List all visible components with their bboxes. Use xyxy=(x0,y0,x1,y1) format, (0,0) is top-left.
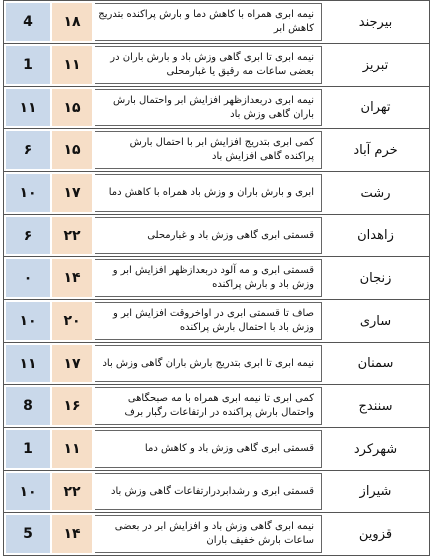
table-row xyxy=(4,256,429,299)
city-name: شیراز xyxy=(324,473,427,510)
min-temp-cell: ۶ xyxy=(6,131,50,169)
table-row xyxy=(4,470,429,512)
city-name: بیرجند xyxy=(324,3,427,41)
max-temp-cell: ۲۲ xyxy=(52,473,92,510)
weather-forecast-table xyxy=(3,0,430,556)
max-temp-cell: ۱۶ xyxy=(52,387,92,425)
max-temp-cell: ۱۷ xyxy=(52,174,92,212)
table-row xyxy=(4,43,429,86)
city-name: قزوین xyxy=(324,515,427,553)
max-temp-cell: ۲۲ xyxy=(52,217,92,254)
forecast-description: کمی ابری بتدریج افزایش ابر با احتمال بارش پراکنده گاهی افزایش باد xyxy=(95,131,322,169)
table-row xyxy=(4,86,429,128)
city-name: شهرکرد xyxy=(324,430,427,468)
max-temp-cell: ۱۱ xyxy=(52,430,92,468)
max-temp-cell: ۲۰ xyxy=(52,302,92,340)
city-name: زنجان xyxy=(324,259,427,297)
min-temp-cell: ۱۱ xyxy=(6,89,50,126)
table-row xyxy=(4,171,429,214)
forecast-description: صاف تا قسمتی ابری در اواخروقت افزایش ابر و وزش باد با احتمال بارش پراکنده xyxy=(95,302,322,340)
city-name: رشت xyxy=(324,174,427,212)
city-name: ساری xyxy=(324,302,427,340)
forecast-description: قسمتی ابری و مه آلود دربعدازظهر افزایش ابر و وزش باد و بارش پراکنده xyxy=(95,259,322,297)
forecast-description: نیمه ابری گاهی وزش باد و افزایش ابر در بعضی ساعات بارش خفیف باران xyxy=(95,515,322,553)
max-temp-cell: ۱۵ xyxy=(52,89,92,126)
min-temp-cell: ۱۰ xyxy=(6,302,50,340)
table-row xyxy=(4,0,429,43)
max-temp-cell: ۱۷ xyxy=(52,345,92,382)
max-temp-cell: ۱۴ xyxy=(52,515,92,553)
forecast-description: نیمه ابری همراه با کاهش دما و بارش پراکنده بتدریج کاهش ابر xyxy=(95,3,322,41)
table-row xyxy=(4,384,429,427)
forecast-description: نیمه ابری تا ابری گاهی وزش باد و بارش باران در بعضی ساعات مه رقیق یا غبارمحلی xyxy=(95,46,322,84)
city-name: سمنان xyxy=(324,345,427,382)
min-temp-cell: 1 xyxy=(6,46,50,84)
city-name: سنندج xyxy=(324,387,427,425)
table-row xyxy=(4,342,429,384)
min-temp-cell: ۱۱ xyxy=(6,345,50,382)
max-temp-cell: ۱۴ xyxy=(52,259,92,297)
forecast-description: نیمه ابری دربعدازظهر افزایش ابر واحتمال بارش باران گاهی وزش باد xyxy=(95,89,322,126)
city-name: خرم آباد xyxy=(324,131,427,169)
forecast-description: نیمه ابری تا ابری بتدریج بارش باران گاهی وزش باد xyxy=(95,345,322,382)
min-temp-cell: ۱۰ xyxy=(6,473,50,510)
forecast-description: کمی ابری تا نیمه ابری همراه با مه صبحگاهی واحتمال بارش پراکنده در ارتفاعات رگبار برف xyxy=(95,387,322,425)
city-name: زاهدان xyxy=(324,217,427,254)
min-temp-cell: 4 xyxy=(6,3,50,41)
forecast-description: قسمتی ابری گاهی وزش باد و غبارمحلی xyxy=(95,217,322,254)
forecast-description: ابری و بارش باران و وزش باد همراه با کاهش دما xyxy=(95,174,322,212)
table-row xyxy=(4,214,429,256)
min-temp-cell: ۶ xyxy=(6,217,50,254)
min-temp-cell: ۰ xyxy=(6,259,50,297)
max-temp-cell: ۱۸ xyxy=(52,3,92,41)
table-row xyxy=(4,512,429,555)
table-row xyxy=(4,128,429,171)
max-temp-cell: ۱۱ xyxy=(52,46,92,84)
table-row xyxy=(4,299,429,342)
min-temp-cell: ۱۰ xyxy=(6,174,50,212)
forecast-description: قسمتی ابری و رشدابردرارتفاعات گاهی وزش باد xyxy=(95,473,322,510)
max-temp-cell: ۱۵ xyxy=(52,131,92,169)
min-temp-cell: 5 xyxy=(6,515,50,553)
min-temp-cell: 8 xyxy=(6,387,50,425)
city-name: تبریز xyxy=(324,46,427,84)
min-temp-cell: 1 xyxy=(6,430,50,468)
city-name: تهران xyxy=(324,89,427,126)
table-row xyxy=(4,427,429,470)
forecast-description: قسمتی ابری گاهی وزش باد و کاهش دما xyxy=(95,430,322,468)
